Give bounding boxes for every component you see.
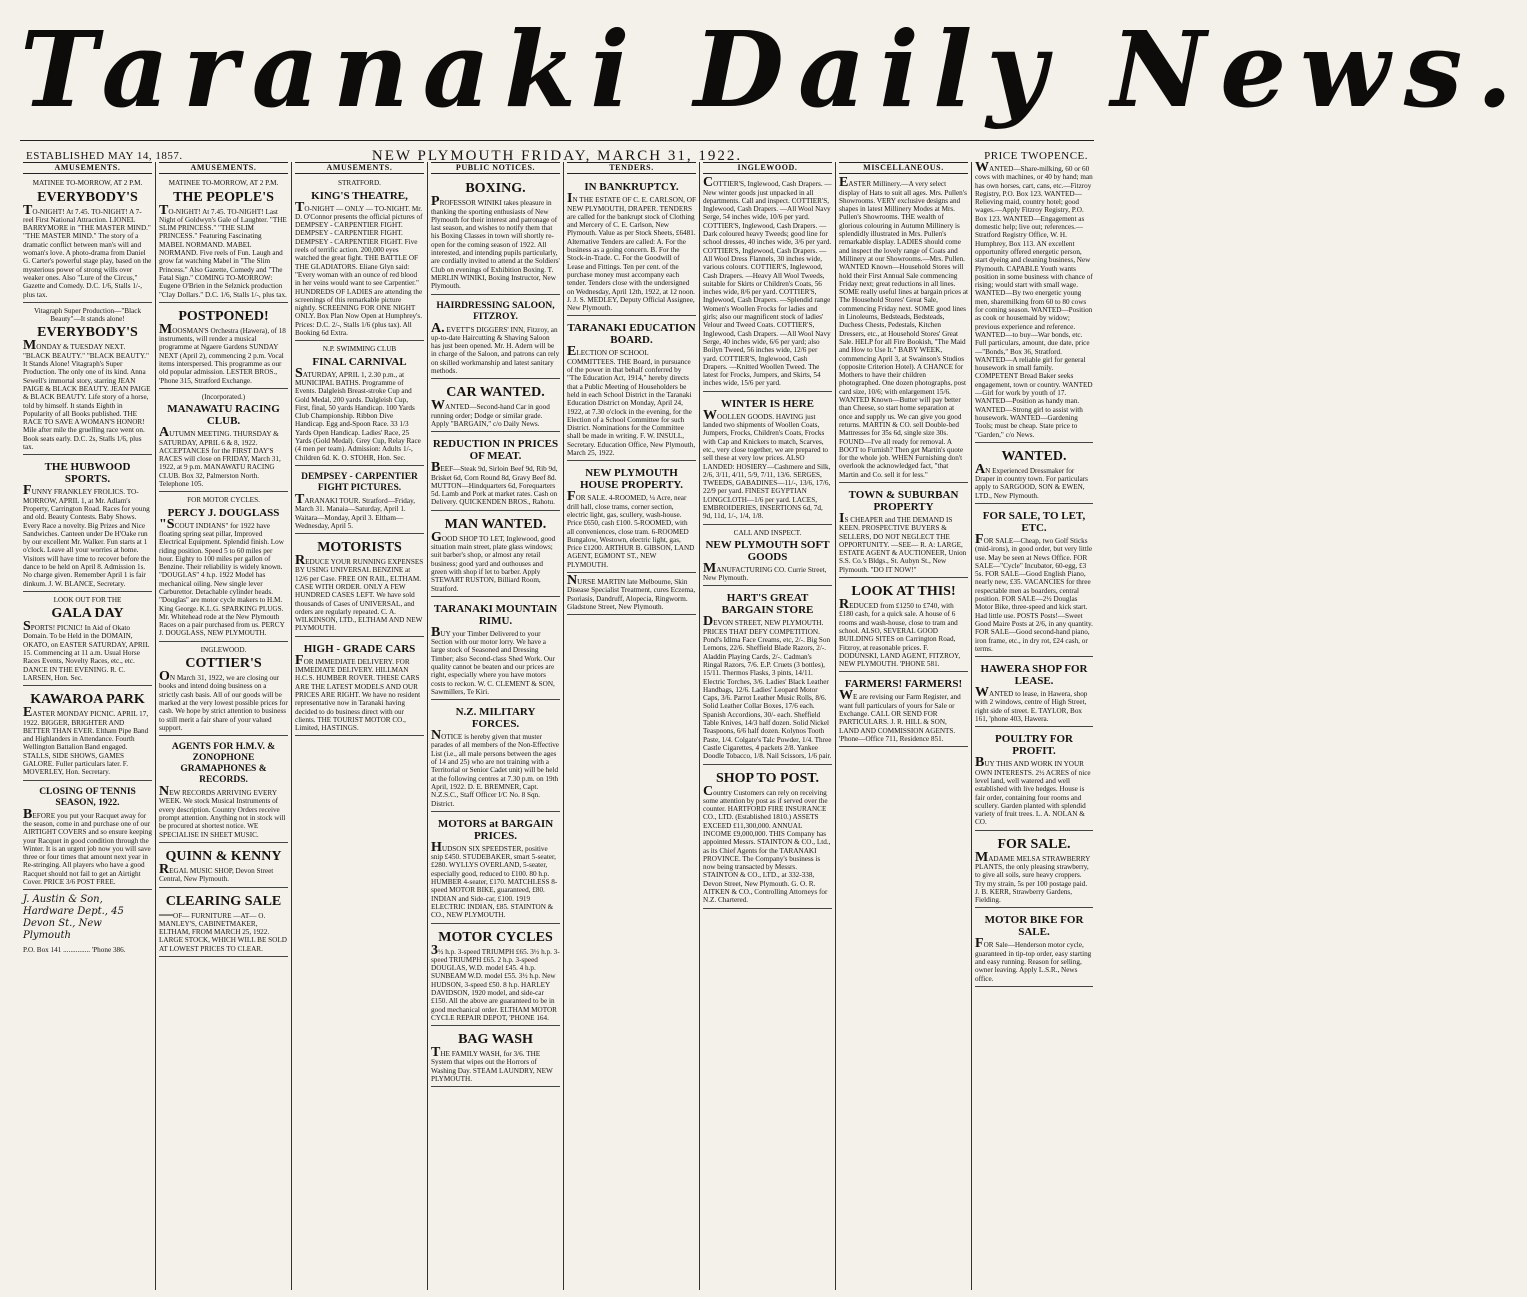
ad-body: NOTICE is hereby given that muster parades of all members of the Non-Effective List (i.e., all male persons between the ages of 14 and 25) who are not training with a Territorial or Senior Cadet unit) will be held at the following centres at 7.30 p.m. on 19th April, 1922. D. E. BREMNER, Capt. N.Z.S.C., Staff Officer I/C No. 8 Sqn. District. — [431, 728, 559, 808]
ad-headline: CAR WANTED. — [446, 385, 545, 401]
advertisement — [703, 394, 832, 525]
ad-headline: REDUCTION IN PRICES OF MEAT. — [432, 438, 559, 463]
ad-body: ON March 31, 1922, we are closing our books and intend doing business on a strictly cash basis. All of our goods will be marked at the very lowest possible prices for cash. We hope by strict attention to business to still merit a fair share of your valued support. — [159, 669, 288, 732]
ad-headline: MAN WANTED. — [444, 516, 547, 532]
ad-kicker: MATINEE TO-MORROW, AT 2 P.M. — [168, 179, 279, 188]
advertisement — [975, 833, 1093, 909]
ad-kicker: N.P. SWIMMING CLUB — [322, 345, 397, 354]
ad-body: WANTED—Second-hand Car in good running order; Dodge or similar grade. Apply "BARGAIN," c/o Daily News. — [431, 398, 550, 428]
column-heading: AMUSEMENTS. — [159, 162, 288, 174]
ad-headline: CLOSING OF TENNIS SEASON, 1922. — [39, 786, 136, 808]
advertisement — [23, 177, 152, 303]
ad-body: EASTER Millinery.—A very select display of Hats to suit all ages. Mrs. Pullen's Showrooms. VERY exclusive designs and shapes in latest Millinery Modes at Mrs. Pullen's Showrooms. THE wealth of glorious colouring in Autumn Millinery is splendidly illustrated in Mrs. Pullen's remarkable display. LADIES should come and inspect the lovely range of Coats and Millinery at our Showrooms.—Mrs. Pullen. WANTED Known—Household Stores will hold their First Annual Sale commencing Friday next; great reductions in all lines. SOME really useful lines at bargain prices at The Household Stores' Great Sale, commencing Friday next. SOME good lines in Linoleums, Bedsteads, Bedsteads, Duchess Chests, Pedestals, Kitchen Dressers, etc., at Household Stores' Great Sale. HELP for all Fire Bookish, "The Maid and How to Use It." BABY WEEK, commencing April 3, at Swainson's Studios (opposite Criterion Hotel). A CHANCE for Mothers to have their children photographed. One dozen photographs, post card size, 10/6; with enlargement 15/6. WANTED Known—Butter will pay better than Cheese, so start home separation at once and supply us. We can give you good returns. MARTIN & CO. sell Double-bed Mattresses for 35s 6d, single size 30s. FOUND—I've all ready for removal. A BOOT to Furnish? Then get Martin's quote for the whole job. WHEN Furnishing don't overlook the acknowledged fact, "that Martin and Co. sell it for less." — [839, 175, 969, 479]
ad-headline: NEW PLYMOUTH HOUSE PROPERTY. — [579, 467, 684, 492]
ad-headline: KAWAROA PARK — [30, 692, 145, 708]
ad-body: FOR IMMEDIATE DELIVERY. FOR IMMEDIATE DELIVERY. HILLMAN H.C.S. HUMBER ROVER. THESE CARS ARE THE LATEST MODELS AND OUR PRICES ARE RIGHT. We have no resident representative now in Taranaki having decided to do business direct with our clients. THE TOURIST MOTOR CO., Limited, HASTINGS. — [295, 652, 421, 733]
ad-headline: NEW PLYMOUTH SOFT GOODS — [705, 538, 830, 563]
ad-headline: TOWN & SUBURBAN PROPERTY — [848, 488, 959, 513]
advertisement — [159, 845, 288, 888]
advertisement — [975, 729, 1093, 830]
ad-kicker: STRATFORD. — [338, 179, 381, 188]
column-area — [20, 162, 1096, 1294]
advertisement — [431, 702, 560, 812]
ad-body: REDUCED from £1250 to £740, with £180 cash, for a quick sale. A house of 6 rooms and wash-house, close to tram and school. ALSO, SEVERAL GOOD BUILDING SITES on Carrington Road, Fitzroy, at reasonable prices. F. DODUNSKI, LAND AGENT, FITZROY, NEW PLYMOUTH. 'PHONE 581. — [839, 597, 961, 669]
ad-headline: SHOP TO POST. — [715, 770, 820, 786]
ad-body: BEFORE you put your Racquet away for the season, come in and purchase one of our AIRTIGHT COVERS and so ensure keeping your Racquet in good condition through the Winter. It is an urgent job now you will save three or four times that amount next year in Re-stringing. All players who have a good Racquet should not fail to get an Airtight Cover. PRICE 3/6 POST FREE. — [23, 806, 152, 886]
ad-body: SPORTS! PICNIC! In Aid of Okato Domain. To be Held in the DOMAIN, OKATO, on EASTER SATURDAY, APRIL 15. Commencing at 11 a.m. Usual Horse Races Events, Novelty Races, etc., etc. DANCE IN THE EVENING. R. C. LARSEN, Hon. Sec. — [23, 619, 150, 682]
ad-headline: POULTRY FOR PROFIT. — [995, 733, 1073, 758]
ad-body: FOR SALE—Cheap, two Golf Sticks (mid-irons), in good order, but very little use. May be seen at News Office. FOR SALE—"Cycle" Incubator, 60-egg, £3 5s. FOR SALE—Good English Piano, nearly new, £35. VACANCIES for three respectable men as boarders, central position. FOR SALE—2½ Douglas Motor Bike, three-speed and kick start. Had little use. POSTS Posts!—Sweet Good Maire Posts at 2/6, in any quantity. FOR SALE—Good second-hand piano, iron frame, etc., in dry rot, £24 cash, or terms. — [975, 531, 1093, 653]
ad-kicker: MATINEE TO-MORROW, AT 2 P.M. — [32, 179, 143, 188]
ad-body: TARANAKI TOUR. Stratford—Friday, March 31. Manaia—Saturday, April 1. Waitara—Monday, April 3. Eltham—Wednesday, April 5. — [295, 491, 416, 530]
ad-headline: MOTOR CYCLES — [438, 929, 553, 945]
ad-headline: AGENTS FOR H.M.V. & ZONOPHONE GRAMAPHONES & RECORDS. — [171, 742, 276, 786]
column-1 — [20, 162, 156, 1290]
column-footer: P.O. Box 141 ............... 'Phone 386. — [23, 946, 126, 955]
advertisement — [431, 599, 560, 700]
ad-body: NEW RECORDS ARRIVING EVERY WEEK. We stock Musical Instruments of every description. Country Orders receive prompt attention. Anything not in stock will be procured at shortest notice. WE SPECIALISE IN SHEET MUSIC. — [159, 784, 286, 839]
advertisement — [23, 783, 152, 891]
ad-body: FOR SALE. 4-ROOMED, ¼ Acre, near drill hall, close trams, corner section, electric light, gas, scullery, wash-house. Price £650, cash £100. 5-ROOMED, with all conveniences, close tram. 6-ROOMED Bungalow, Westown, electric light, gas, Price £1200. ARTHUR B. GIBSON, LAND AGENT, EGMONT ST., NEW PLYMOUTH. — [567, 489, 695, 569]
advertisement — [159, 494, 288, 641]
ad-body: BEEF—Steak 9d, Sirloin Beef 9d, Rib 9d, Brisket 6d, Corn Round 8d, Gravy Beef 8d. MUTTON—Hindquarters 6d, Forequarters 5d. Lamb and Pork at market rates. Cash on Delivery. QUICKENDEN BROS., Rahotu. — [431, 460, 558, 507]
ad-body: 3½ h.p. 3-speed TRIUMPH £65. 3½ h.p. 3-speed TRIUMPH £65. 2 h.p. 3-speed DOUGLAS, W.D. model £45. 4 h.p. SUNBEAM W.D. model £55. 3½ h.p. New HUDSON, 3-speed £50. 8 h.p. HARLEY DAVIDSON, 1920 model, and side-car £150. All the above are guaranteed to be in good mechanical order. ELTHAM MOTOR CYCLE REPAIR DEPOT, 'PHONE 164. — [431, 942, 560, 1022]
ad-headline: MANAWATU RACING CLUB. — [167, 403, 280, 428]
column-heading: PUBLIC NOTICES. — [431, 162, 560, 174]
ad-headline: FOR SALE, TO LET, ETC. — [982, 509, 1086, 534]
ad-body: ELECTION OF SCHOOL COMMITTEES. THE Board, in pursuance of the power in that behalf conferred by "The Education Act, 1914," hereby directs that a Public Meeting of Householders be held in each School District in the Taranaki Education District on Monday, April 24, 1922, at 7.30 o'clock in the evening, for the Election of a School Committee for such District. Nominations for the Committee shall be made in writing. F. W. INSULL, Secretary. Education Office, New Plymouth, March 25, 1922. — [567, 344, 696, 458]
ad-body: EASTER MONDAY PICNIC. APRIL 17, 1922. BIGGER, BRIGHTER AND BETTER THAN EVER. Eltham Pipe Band and Highlanders in Attendance. Fourth Wellington Battalion Band engaged. STALLS, SIDE SHOWS, GAMES GALORE. Fuller particulars later. F. MOVERLEY, Hon. Secretary. — [23, 705, 149, 777]
ad-body: TO-NIGHT! At 7.45. TO-NIGHT! Last Night of Goldwyn's Gale of Laughter. "THE SLIM PRINCESS." "THE SLIM PRINCESS." Featuring Fascinating MABEL NORMAND. MABEL NORMAND. Five reels of Fun. Laugh and grow fat watching Mabel in "The Slim Princess." Also Gazette, Comedy and "The Fatal Sign." COMING TO-MORROW: Eugene O'Brien in the Selznick production "Clay Dollars." D.C. 1/6, Stalls 1/-, plus tax. — [159, 202, 287, 299]
column-8 — [972, 162, 1096, 1290]
ad-body: "SCOUT INDIANS" for 1922 have floating spring seat pillar, Improved Electrical Equipment. Splendid finish. Low riding position. Speed 5 to 60 miles per hour. Eighty to 100 miles per gallon of Benzine. Their reliability is widely known. "DOUGLAS" 4 h.p. 1922 Model has mechanical oiling. New single lever Carburettor. Detachable cylinder heads. "Douglas" are motor cycle makers to H.M. King George. K.L.G. SPARKING PLUGS. Mr. Whitehead rode at the New Plymouth Races on a pair purchased from us. PERCY J. DOUGLASS, NEW PLYMOUTH. — [159, 516, 285, 638]
advertisement — [431, 434, 560, 510]
advertisement — [975, 659, 1093, 727]
ad-headline: FARMERS! FARMERS! — [844, 678, 963, 691]
advertisement — [703, 588, 832, 764]
advertisement — [431, 814, 560, 924]
advertisement — [159, 890, 288, 957]
advertisement — [23, 457, 152, 592]
column-2 — [156, 162, 292, 1290]
ad-body: THE FAMILY WASH, for 3/6. THE System that wipes out the Horrors of Washing Day. STEAM LAUNDRY, NEW PLYMOUTH. — [431, 1045, 553, 1084]
advertisement — [159, 305, 288, 389]
ad-headline: LOOK AT THIS! — [851, 584, 956, 600]
advertisement — [159, 391, 288, 492]
ad-headline: CLEARING SALE — [165, 893, 282, 909]
ad-body: —OF— FURNITURE —AT— O. MANLEY'S, CABINETMAKER, ELTHAM, FROM MARCH 25, 1922. LARGE STOCK, WHICH WILL BE SOLD AT LOWEST PRICES TO CLEAR. — [159, 906, 287, 953]
ad-kicker: Vitagraph Super Production—"Black Beauty"—It stands alone! — [33, 306, 142, 324]
advertisement — [839, 674, 968, 747]
advertisement — [159, 644, 288, 736]
ad-kicker: INGLEWOOD. — [200, 645, 247, 654]
ad-body: MANUFACTURING CO. Currie Street, New Plymouth. — [703, 560, 827, 583]
ad-body: IN THE ESTATE OF C. E. CARLSON, OF NEW PLYMOUTH, DRAPER. TENDERS are called for the bankrupt stock of Clothing and Mercery of C. E. Carlson, New Plymouth. Value as per Stock Sheets, £6481. Alternative Tenders are called: A. For the business as a going concern. B. For the Stock-in-Trade. C. For the Goodwill of Lease and Fittings. Ten per cent. of the purchase money must accompany each tender. Tenders close with the undersigned on Wednesday, April 12th, 1922, at 12 noon. J. J. S. MEDLEY, Deputy Official Assignee, New Plymouth. — [567, 191, 696, 313]
ad-headline: N.Z. MILITARY FORCES. — [455, 706, 536, 731]
ad-headline: PERCY J. DOUGLASS — [167, 506, 280, 519]
column-heading: AMUSEMENTS. — [23, 162, 152, 174]
ad-headline: MOTORS at BARGAIN PRICES. — [437, 817, 554, 842]
advertisement — [703, 767, 832, 909]
ad-body: Country Customers can rely on receiving some attention by post as if served over the counter. HARTFORD FIRE INSURANCE CO., LTD. (Established 1810.) ASSETS EXCEED £11,300,000. ANNUAL INCOME £9,000,000. THIS Company has appointed Messrs. STAINTON & CO., Ltd., as its Chief Agents for the TARANAKI PROVINCE. The Company's business is now being transacted by Messrs. STAINTON & CO., LTD., at 332-338, Devon Street, New Plymouth. G. O. R. AITKEN & CO., Controlling Attorneys for N.Z. Chartered. — [703, 783, 831, 905]
dateline: NEW PLYMOUTH FRIDAY, MARCH 31, 1922. — [371, 148, 743, 164]
advertisement — [23, 688, 152, 780]
established-line: ESTABLISHED MAY 14, 1857. — [26, 150, 183, 162]
advertisement — [23, 305, 152, 455]
ad-body: MONDAY & TUESDAY NEXT. "BLACK BEAUTY." "BLACK BEAUTY." It Stands Alone! Vitagraph's Super Production. The only one of its kind. Anna Sewell's immortal story, starring JEAN PAIGE & BLACK BEAUTY. JEAN PAIGE & BLACK BEAUTY. Life story of a horse, told by himself. It stands Eighth in Popularity of all Books published. THE RACE TO SAVE A WOMAN'S HONOR! Mile after mile the gruelling race went on. Book seats early. D.C. 2s, Stalls 1/6, plus tax. — [23, 338, 151, 452]
ad-headline: EVERYBODY'S — [37, 189, 138, 205]
advertisement — [431, 177, 560, 294]
advertisement — [431, 513, 560, 597]
advertisement — [703, 527, 832, 587]
advertisement — [567, 463, 696, 573]
column-heading: MISCELLANEOUS. — [839, 162, 968, 174]
masthead-rule-top — [20, 140, 1094, 141]
ad-headline: EVERYBODY'S — [37, 325, 138, 341]
advertisement — [703, 177, 832, 391]
handwritten-signature: J. Austin & Son, Hardware Dept., 45 Devon St., New Plymouth — [23, 894, 124, 942]
ad-body: WE are revising our Farm Register, and want full particulars of yours for Sale or Exchange. CALL OR SEND FOR PARTICULARS. J. R. HILL & SON, LAND AND COMMISSION AGENTS. 'Phone—Office 711, Residence 851. — [839, 688, 961, 743]
advertisement — [839, 580, 968, 672]
ad-body: DEVON STREET, NEW PLYMOUTH. PRICES THAT DEFY COMPETITION. Pond's Idlma Face Creams, etc, 2/-. Big Son Lemons, 22/6. Sheffield Blade Razors, 2/-. Aladdin Playing Cards, 2/-. Cadman's Ringal Razors, 7/6. E.P. Cruets (3 bottles), 15/11. Thermos Flasks, 3 pints, 14/11. Electric Torches, 3/6. Ladies' Black Leather Handbags, 12/6. Ladies' Leopard Motor Caps, 3/6. Parrot Leather Music Rolls, 8/6. Solid Leather Collar Boxes, 17/6 each. Spanish Accordions, 30/- each. Sheffield Table Knives, 14/3 half dozen. Solid Nickel Teaspoons, 6/6 half dozen. Kolynos Tooth Paste, 1/4. Colgate's Talc Powder, 1/4. Three Castle Cigarettes, 4 packets 2/8. Yankee Doodle Tobacco, 1/8. Nail Scissors, 1/6 pair. — [703, 614, 832, 761]
ad-body: FUNNY FRANKLEY FROLICS. TO-MORROW, APRIL 1, at Mr. Adlam's Property, Carrington Road. Races for young and old. Beauty Contests. Baby Shows. Every Race a novelty. Big Prizes and Nice Sandwiches. Canteen under De H'Oake run by our excellent Mr. Walker. Fun starts at 1 o'clock. Leave all your worries at home. Visitors will have time to recover before the dance to be held on April 8. Admission 1s. No charge given. Remember April 1 is fair dinkum. J. W. BLANCE, Secretary. — [23, 483, 150, 588]
advertisement — [431, 1028, 560, 1087]
ad-body: MOOSMAN'S Orchestra (Hawera), of 18 instruments, will render a musical programme at Ngaere Gardens SUNDAY NEXT (April 2), commencing 2 p.m. Vocal items interspersed. This programme as our old popular admission. LESTER BROS., 'Phone 315, Stratford Exchange. — [159, 321, 286, 385]
ad-body: WANTED to lease, in Hawera, shop with 2 windows, centre of High Street, right side of street. E. TAYLOR, Box 161, 'phone 403, Hawera. — [975, 685, 1088, 724]
ad-headline: MOTORISTS — [317, 540, 402, 556]
ad-body: COTTIER'S, Inglewood, Cash Drapers. —New winter goods just unpacked in all departments. Call and inspect. COTTIER'S, Inglewood, Cash Drapers. —All Wool Navy Serge, 54 inches wide, 10/6 per yard. COTTIER'S, Inglewood, Cash Drapers. —Dark coloured heavy Tweeds; good line for school dresses, 40 inches wide, 3/6 per yard. COTTIER'S, Inglewood, Cash Drapers. —All Wool Dress Flannels, 30 inches wide, various colours. COTTIER'S, Inglewood, Cash Drapers. —Heavy All Wool Tweeds, suitable for Skirts or Children's Coats, 56 inches wide, 8/6 per yard. COTTIER'S, Inglewood, Cash Drapers. —Splendid range Women's Woollen Frocks for ladies and girls; also our magnificent stock of ladies' Velour and Tweed Coats. COTTIER'S, Inglewood, Cash Drapers. —All Wool Navy Serge, 40 inches wide, 6/6 per yard; also Boilyn Tweed, 56 inches wide, 12/6 per yard. COTTIER'S, Inglewood, Cash Drapers. —Knitted Woollen Tweed. The latest for Frocks, Jumpers, and Skirts, 54 inches wide, 15/6 per yard. — [703, 175, 832, 388]
ad-headline: IN BANKRUPTCY. — [584, 181, 679, 194]
advertisement — [431, 381, 560, 432]
ad-headline: MOTOR BIKE FOR SALE. — [984, 914, 1084, 939]
ad-body: NURSE MARTIN late Melbourne, Skin Disease Specialist Treatment, cures Eczema, Psoriasis, Dandruff, Alopecia, Ringworm. Gladstone Street, New Plymouth. — [567, 572, 696, 611]
advertisement — [295, 536, 424, 637]
ad-body: AN Experienced Dressmaker for Draper in country town. For particulars apply to SARGOOD, SON & EWEN, LTD., New Plymouth. — [975, 461, 1088, 500]
price-line: PRICE TWOPENCE. — [984, 150, 1088, 162]
ad-headline: HAWERA SHOP FOR LEASE. — [980, 663, 1088, 688]
advertisement — [975, 445, 1093, 504]
masthead — [20, 6, 1527, 164]
column-4 — [428, 162, 564, 1290]
ad-headline: GALA DAY — [51, 606, 124, 622]
advertisement — [295, 468, 424, 534]
ad-body: GOOD SHOP TO LET, Inglewood, good situation main street, plate glass windows; suit barber's shop, or almost any retail business; good yard and outhouses and green with shop if let to barber. Apply STEWART RUSTON, Billiard Room, Stratford. — [431, 529, 556, 593]
ad-headline: FINAL CARNIVAL — [312, 355, 407, 368]
advertisement — [431, 926, 560, 1027]
ad-body: A. EVETT'S DIGGERS' INN, Fitzroy, an up-to-date Haircutting & Shaving Saloon has just been opened. Mr. H. Adern will be in charge of the Saloon, and patrons can rely on skilled workmanship and latest sanitary methods. — [431, 320, 560, 376]
ad-kicker: LOOK OUT FOR THE — [53, 595, 122, 604]
ad-headline: HIGH - GRADE CARS — [303, 642, 416, 655]
ad-body: REGAL MUSIC SHOP, Devon Street Central, New Plymouth. — [159, 861, 274, 884]
ad-body: BUY THIS AND WORK IN YOUR OWN INTERESTS. 2½ ACRES of nice level land, well watered and well established with live hedges. House is fair order, containing four rooms and scullery. Garden planted with splendid variety of fruit trees. L. A. NOLAN & CO. — [975, 755, 1091, 827]
ad-body: FOR Sale—Henderson motor cycle, guaranteed in tip-top order, easy starting and easy running. Reason for selling, owner leaving. Apply L.S.R., News office. — [975, 936, 1092, 983]
column-6 — [700, 162, 836, 1290]
ad-body: WOOLLEN GOODS. HAVING just landed two shipments of Woollen Coats, Jumpers, Frocks, Children's Coats, Frocks with Cap and Knickers to match, Scarves, etc., very close together, we are prepared to sell these at very low prices. ALSO LANDED: HOSIERY—Cashmere and Silk, 2/6, 3/11, 4/11, 5/9, 7/11, 13/6. SERGES, TWEEDS, GABADINES—11/-, 13/6, 17/6, 22/9 per yard. FINEST EGYPTIAN LONGCLOTH—1/6 per yard. LACES, EMBROIDERIES, INSERTIONS 6d, 7d, 9d, 11d, 1/-, 1/4, 1/8. — [703, 407, 831, 521]
ad-headline: COTTIER'S — [185, 656, 262, 672]
column-heading: INGLEWOOD. — [703, 162, 832, 174]
ad-headline: TARANAKI MOUNTAIN RIMU. — [433, 602, 558, 627]
advertisement — [975, 506, 1093, 657]
ad-body: SATURDAY, APRIL 1, 2.30 p.m., at MUNICIPAL BATHS. Programme of Events. Dalgleish Breast-stroke Cup and Gold Medal, 200 yards. Dalgleish Cup, First, final, 50 yards Handicap. 100 Yards Club Championship. Ribbon Dive Handicap. Egg and-Spoon Race. 33 1/3 Yards Open Handicap. Ladies' Race, 25 Yards (Gold Medal). Grey Cup, Relay Race (4 men per team). Admission: Adults 1/-, Children 6d. K. O. STOHR, Hon. Sec. — [295, 365, 421, 462]
ad-headline: WANTED. — [1001, 448, 1067, 464]
advertisement — [159, 738, 288, 843]
advertisement — [23, 594, 152, 686]
column-heading: AMUSEMENTS. — [295, 162, 424, 174]
advertisement — [159, 177, 288, 303]
ad-headline: WINTER IS HERE — [721, 397, 814, 410]
ad-headline: BAG WASH — [458, 1032, 533, 1048]
ad-body: TO-NIGHT! At 7.45. TO-NIGHT! A 7-reel First National Attraction. LIONEL BARRYMORE in "THE MASTER MIND." "THE MASTER MIND." The story of a dramatic conflict between man's will and woman's love. A photo-drama from Daniel G. Carter's powerful stage play, based on the mysterious power of strong wills over weaker ones. Also "Lure of the Circus," Gazette and Comedy. D.C. 1/6, Stalls 1/-, plus tax. — [23, 202, 152, 299]
ad-headline: THE HUBWOOD SPORTS. — [44, 461, 131, 486]
ad-headline: DEMPSEY - CARPENTIER FIGHT PICTURES. — [301, 471, 418, 493]
advertisement — [431, 297, 560, 380]
ad-body: HUDSON SIX SPEEDSTER, positive snip £450. STUDEBAKER, smart 5-seater, £280. WYLLYS OVERLAND, 5-seater, especially good, reduced to £100. 80 h.p. HUMBER 4-seater, £170. MATCHLESS 8-speed MOTOR BIKE, guaranteed, £80. INDIAN and Side-car, £100. 1919 ELECTRIC INDIAN, £85. STAINTON & CO., NEW PLYMOUTH. — [431, 839, 558, 920]
ad-headline: HAIRDRESSING SALOON, FITZROY. — [436, 300, 555, 322]
ad-headline: HART'S GREAT BARGAIN STORE — [721, 592, 814, 617]
column-3 — [292, 162, 428, 1290]
ad-headline: TARANAKI EDUCATION BOARD. — [567, 322, 696, 347]
ad-body: TO-NIGHT — ONLY — TO-NIGHT. Mr. D. O'Connor presents the official pictures of DEMPSEY - CARPENTIER FIGHT. DEMPSEY - CARPENTIER FIGHT. DEMPSEY - CARPENTIER FIGHT. Five reels of terrific action. 200,000 eyes watched the great fight. THE BATTLE OF THE GLADIATORS. Eliane Glyn said: "Every woman with an ounce of red blood in her veins would want to see Carpentier." HUNDREDS OF LADIES are attending the screenings of this remarkable picture nightly. SCREENING FOR ONE NIGHT ONLY. Box Plan Now Open at Humphrey's. Prices: D.C. 2/-, Stalls 1/6 (plus tax). All Booking 6d Extra. — [295, 199, 423, 338]
ad-kicker: CALL AND INSPECT. — [733, 528, 802, 537]
advertisement — [839, 485, 968, 578]
ad-kicker: (Incorporated.) — [201, 392, 246, 401]
advertisement — [839, 177, 968, 483]
advertisement — [567, 177, 696, 316]
ad-body: AUTUMN MEETING. THURSDAY & SATURDAY, APRIL 6 & 8, 1922. ACCEPTANCES for the FIRST DAY'S RACES will close on FRIDAY, March 31, 1922, at 9 p.m. MANAWATU RACING CLUB. Box 32, Palmerston North. Telephone 105. — [159, 425, 281, 489]
advertisement — [295, 177, 424, 341]
ad-body: REDUCE YOUR RUNNING EXPENSES BY USING UNIVERSAL BENZINE at 12/6 per Case. FREE ON RAIL, ELTHAM. CASE WITH ORDER. ONLY A FEW HUNDRED CASES LEFT. We have sold thousands of Cases of UNIVERSAL, and orders are regularly repeated. C. A. WILKINSON, LTD., ELTHAM AND NEW PLYMOUTH. — [295, 553, 424, 633]
ad-body: MADAME MELSA STRAWBERRY PLANTS, the only pleasing strawberry, to give all soils, sure heavy croppers. Try my strain, 5s per 100 postage paid. J. B. KERR, Strawberry Gardens, Fielding. — [975, 849, 1091, 905]
ad-headline: QUINN & KENNY — [165, 848, 282, 864]
ad-headline: FOR SALE. — [997, 836, 1071, 852]
advertisement — [567, 318, 696, 461]
advertisement — [567, 572, 696, 615]
advertisement — [975, 910, 1093, 986]
column-5 — [564, 162, 700, 1290]
ad-kicker: FOR MOTOR CYCLES. — [187, 496, 260, 505]
ad-body: PROFESSOR WINIKI takes pleasure in thanking the sporting enthusiasts of New Plymouth for their interest and patronage of last season, and wishes to notify them that his Boxing Classes in town will shortly re-open for the coming season of 1922. All interested, and intending pupils particularly, are cordially invited to attend at the Soldiers' Club on evenings of Exhibition Boxing. T. MERLIN WINIKI, Boxing Instructor, New Plymouth. — [431, 194, 560, 291]
ad-headline: THE PEOPLE'S — [173, 189, 274, 205]
column-heading: TENDERS. — [567, 162, 696, 174]
ad-headline: KING'S THEATRE, — [311, 189, 408, 202]
ad-body: WANTED—Share-milking, 60 or 60 cows with machines, or 40 by hand; man has own horses, cart, cans, etc.—Fitzroy Registry, P.O. Box 123. WANTED—Relieving maid, country hotel; good wages.—Apply Fitzroy Registry, P.O. Box 123. WANTED—Engagement as domestic help; live out; references.—Stratford Registry Office, W. H. Humphrey, Box 113. AN excellent opportunity offered energetic person, start dyeing and cleaning business, New Plymouth. CAPABLE Youth wants position in some business with chance of rising; would start with small wage. WANTED—By two energetic young men, sharemilking from 60 to 80 cows for coming season. WANTED—Position as cook or housemaid by widow; previous experience and reference. WANTED—to buy—War bonds, etc. Full particulars, amount, due date, price—"Bonds," Box 36, Stratford. WANTED—A reliable girl for general housework in small family. COMPETENT Bread Baker seeks engagement, town or country. WANTED—Girl for work by youth of 17. WANTED—Position as handy man. WANTED—Strong girl to assist with housework. WANTED—Gardening Tools; must be cheap. State price to "Garden," c/o News. — [975, 160, 1093, 439]
ad-body: BUY your Timber Delivered to your Section with our motor lorry. We have a large stock of Seasoned and Dressing Timber; also Second-class Shed Work. Our quality cannot be beaten and our prices are right, especially where you have motors costs to reckon. W. C. CLEMENT & SON, Sawmillers, Te Kiri. — [431, 624, 555, 696]
ad-headline: BOXING. — [465, 181, 526, 197]
masthead-title: Taranaki Daily News. — [20, 8, 1527, 131]
ad-body: IS CHEAPER and THE DEMAND IS KEEN. PROSPECTIVE BUYERS & SELLERS, DO NOT NEGLECT THE OPPORTUNITY. —SEE— R. A: LARGE, ESTATE AGENT & AUCTIONEER, Union S.S. Co.'s Bldgs., St. Aubyn St., New Plymouth. "DO IT NOW!" — [839, 510, 967, 574]
advertisement — [295, 343, 424, 466]
ad-headline: POSTPONED! — [178, 308, 269, 324]
column-7 — [836, 162, 972, 1290]
advertisement — [975, 162, 1093, 443]
advertisement — [295, 639, 424, 737]
